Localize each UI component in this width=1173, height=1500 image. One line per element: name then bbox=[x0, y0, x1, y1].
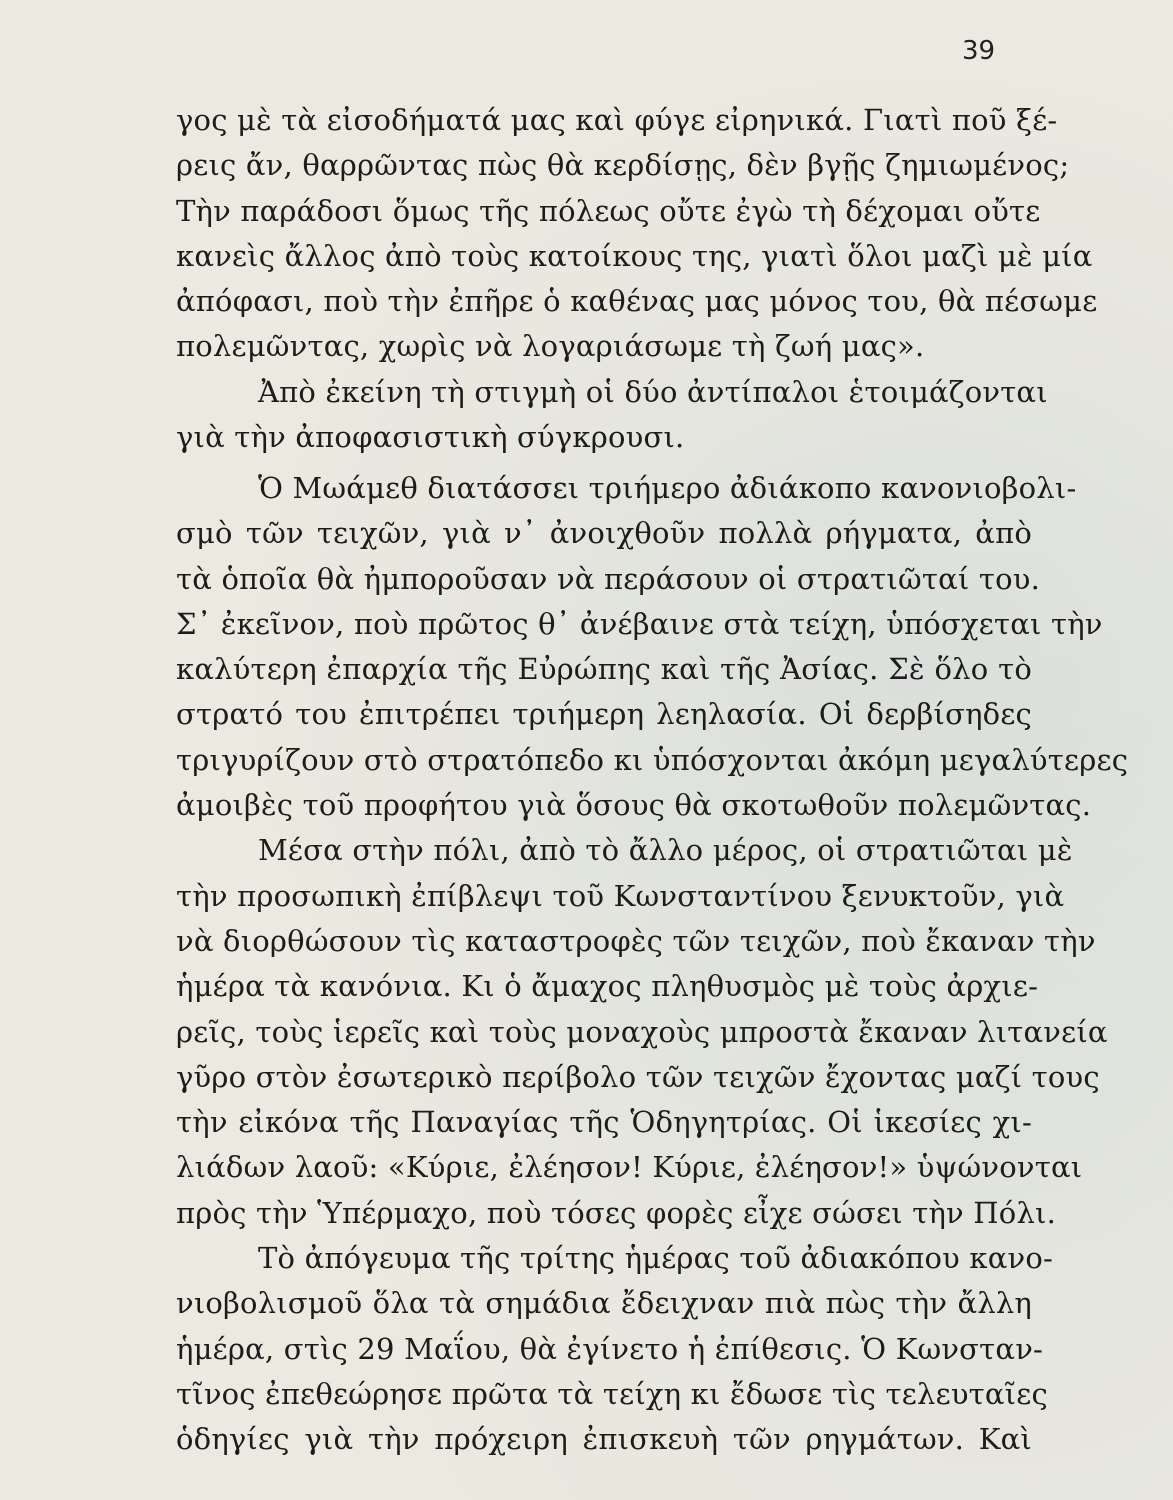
text-line: κανεὶς ἄλλος ἀπὸ τοὺς κατοίκους της, γιατὶ ὅλοι μαζὶ μὲ μία bbox=[176, 238, 1093, 273]
text-line: Ἀπὸ ἐκείνη τὴ στιγμὴ οἱ δύο ἀντίπαλοι ἑτοιμάζονται bbox=[258, 374, 1048, 409]
text-line: καλύτερη ἐπαρχία τῆς Εὐρώπης καὶ τῆς Ἀσίας. Σὲ ὅλο τὸ bbox=[176, 652, 1032, 687]
text-line: τὰ ὁποῖα θὰ ἠμποροῦσαν νὰ περάσουν οἱ στρατιῶταί του. bbox=[176, 561, 1040, 596]
text-line: τὴν εἰκόνα τῆς Παναγίας τῆς Ὁδηγητρίας. Οἱ ἱκεσίες χι- bbox=[176, 1105, 1032, 1140]
text-line: γῦρο στὸν ἐσωτερικὸ περίβολο τῶν τειχῶν ἔχοντας μαζί τους bbox=[176, 1059, 1100, 1094]
text-line: νὰ διορθώσουν τὶς καταστροφὲς τῶν τειχῶν, ποὺ ἔκαναν τὴν bbox=[176, 923, 1096, 958]
text-line: γος μὲ τὰ εἰσοδήματά μας καὶ φύγε εἰρηνικά. Γιατὶ ποῦ ξέ- bbox=[176, 103, 1058, 137]
text-line: Τὸ ἀπόγευμα τῆς τρίτης ἡμέρας τοῦ ἀδιακόπου κανο- bbox=[258, 1241, 1054, 1276]
text-line: ρεις ἄν, θαρρῶντας πὼς θὰ κερδίσῃς, δὲν βγῇς ζημιωμένος; bbox=[176, 148, 1070, 183]
text-line: Μέσα στὴν πόλι, ἀπὸ τὸ ἄλλο μέρος, οἱ στρατιῶται μὲ bbox=[258, 833, 1073, 868]
text-line: τῖνος ἐπεθεώρησε πρῶτα τὰ τείχη κι ἔδωσε τὶς τελευταῖες bbox=[176, 1376, 1048, 1411]
text-line: σμὸ τῶν τειχῶν, γιὰ ν᾽ ἀνοιχθοῦν πολλὰ ρήγματα, ἀπὸ bbox=[176, 516, 1032, 551]
text-line: νιοβολισμοῦ ὅλα τὰ σημάδια ἔδειχναν πιὰ πὼς τὴν ἄλλη bbox=[176, 1286, 1032, 1321]
text-line: ὁδηγίες γιὰ τὴν πρόχειρη ἐπισκευὴ τῶν ρηγμάτων. Καὶ bbox=[176, 1422, 1032, 1457]
text-line: τὴν προσωπικὴ ἐπίβλεψι τοῦ Κωνσταντίνου ξενυκτοῦν, γιὰ bbox=[176, 878, 1065, 913]
text-line: πολεμῶντας, χωρὶς νὰ λογαριάσωμε τὴ ζωή μας». bbox=[176, 329, 925, 364]
text-line: Τὴν παράδοσι ὅμως τῆς πόλεως οὔτε ἐγὼ τὴ δέχομαι οὔτε bbox=[176, 193, 1041, 228]
text-line: ἀπόφασι, ποὺ τὴν ἐπῆρε ὁ καθένας μας μόνος του, θὰ πέσωμε bbox=[176, 284, 1098, 319]
text-line: ρεῖς, τοὺς ἱερεῖς καὶ τοὺς μοναχοὺς μπροστὰ ἔκαναν λιτανεία bbox=[176, 1014, 1108, 1049]
text-block-upper bbox=[176, 98, 1098, 460]
text-line: ἀμοιβὲς τοῦ προφήτου γιὰ ὅσους θὰ σκοτωθοῦν πολεμῶντας. bbox=[176, 788, 1092, 823]
text-line: πρὸς τὴν Ὑπέρμαχο, ποὺ τόσες φορὲς εἶχε σώσει τὴν Πόλι. bbox=[176, 1195, 1057, 1230]
text-line: στρατό του ἐπιτρέπει τριήμερη λεηλασία. Οἱ δερβίσηδες bbox=[176, 697, 1032, 732]
text-line: Ὁ Μωάμεθ διατάσσει τριήμερο ἀδιάκοπο κανονιοβολι- bbox=[258, 471, 1077, 505]
text-line: γιὰ τὴν ἀποφασιστικὴ σύγκρουσι. bbox=[176, 420, 685, 455]
page-number: 39 bbox=[962, 36, 996, 66]
text-line: ἡμέρα, στὶς 29 Μαΐου, θὰ ἐγίνετο ἡ ἐπίθεσις. Ὁ Κωνσταν- bbox=[176, 1331, 1044, 1366]
text-line: λιάδων λαοῦ: «Κύριε, ἐλέησον! Κύριε, ἐλέησον!» ὑψώνονται bbox=[176, 1150, 1083, 1185]
text-line: ἡμέρα τὰ κανόνια. Κι ὁ ἄμαχος πληθυσμὸς μὲ τοὺς ἀρχιε- bbox=[176, 969, 1039, 1004]
text-line: τριγυρίζουν στὸ στρατόπεδο κι ὑπόσχονται ἀκόμη μεγαλύτερες bbox=[176, 742, 1129, 777]
text-block-lower bbox=[176, 466, 1129, 1463]
text-line: Σ᾽ ἐκεῖνον, ποὺ πρῶτος θ᾽ ἀνέβαινε στὰ τείχη, ὑπόσχεται τὴν bbox=[176, 606, 1103, 641]
